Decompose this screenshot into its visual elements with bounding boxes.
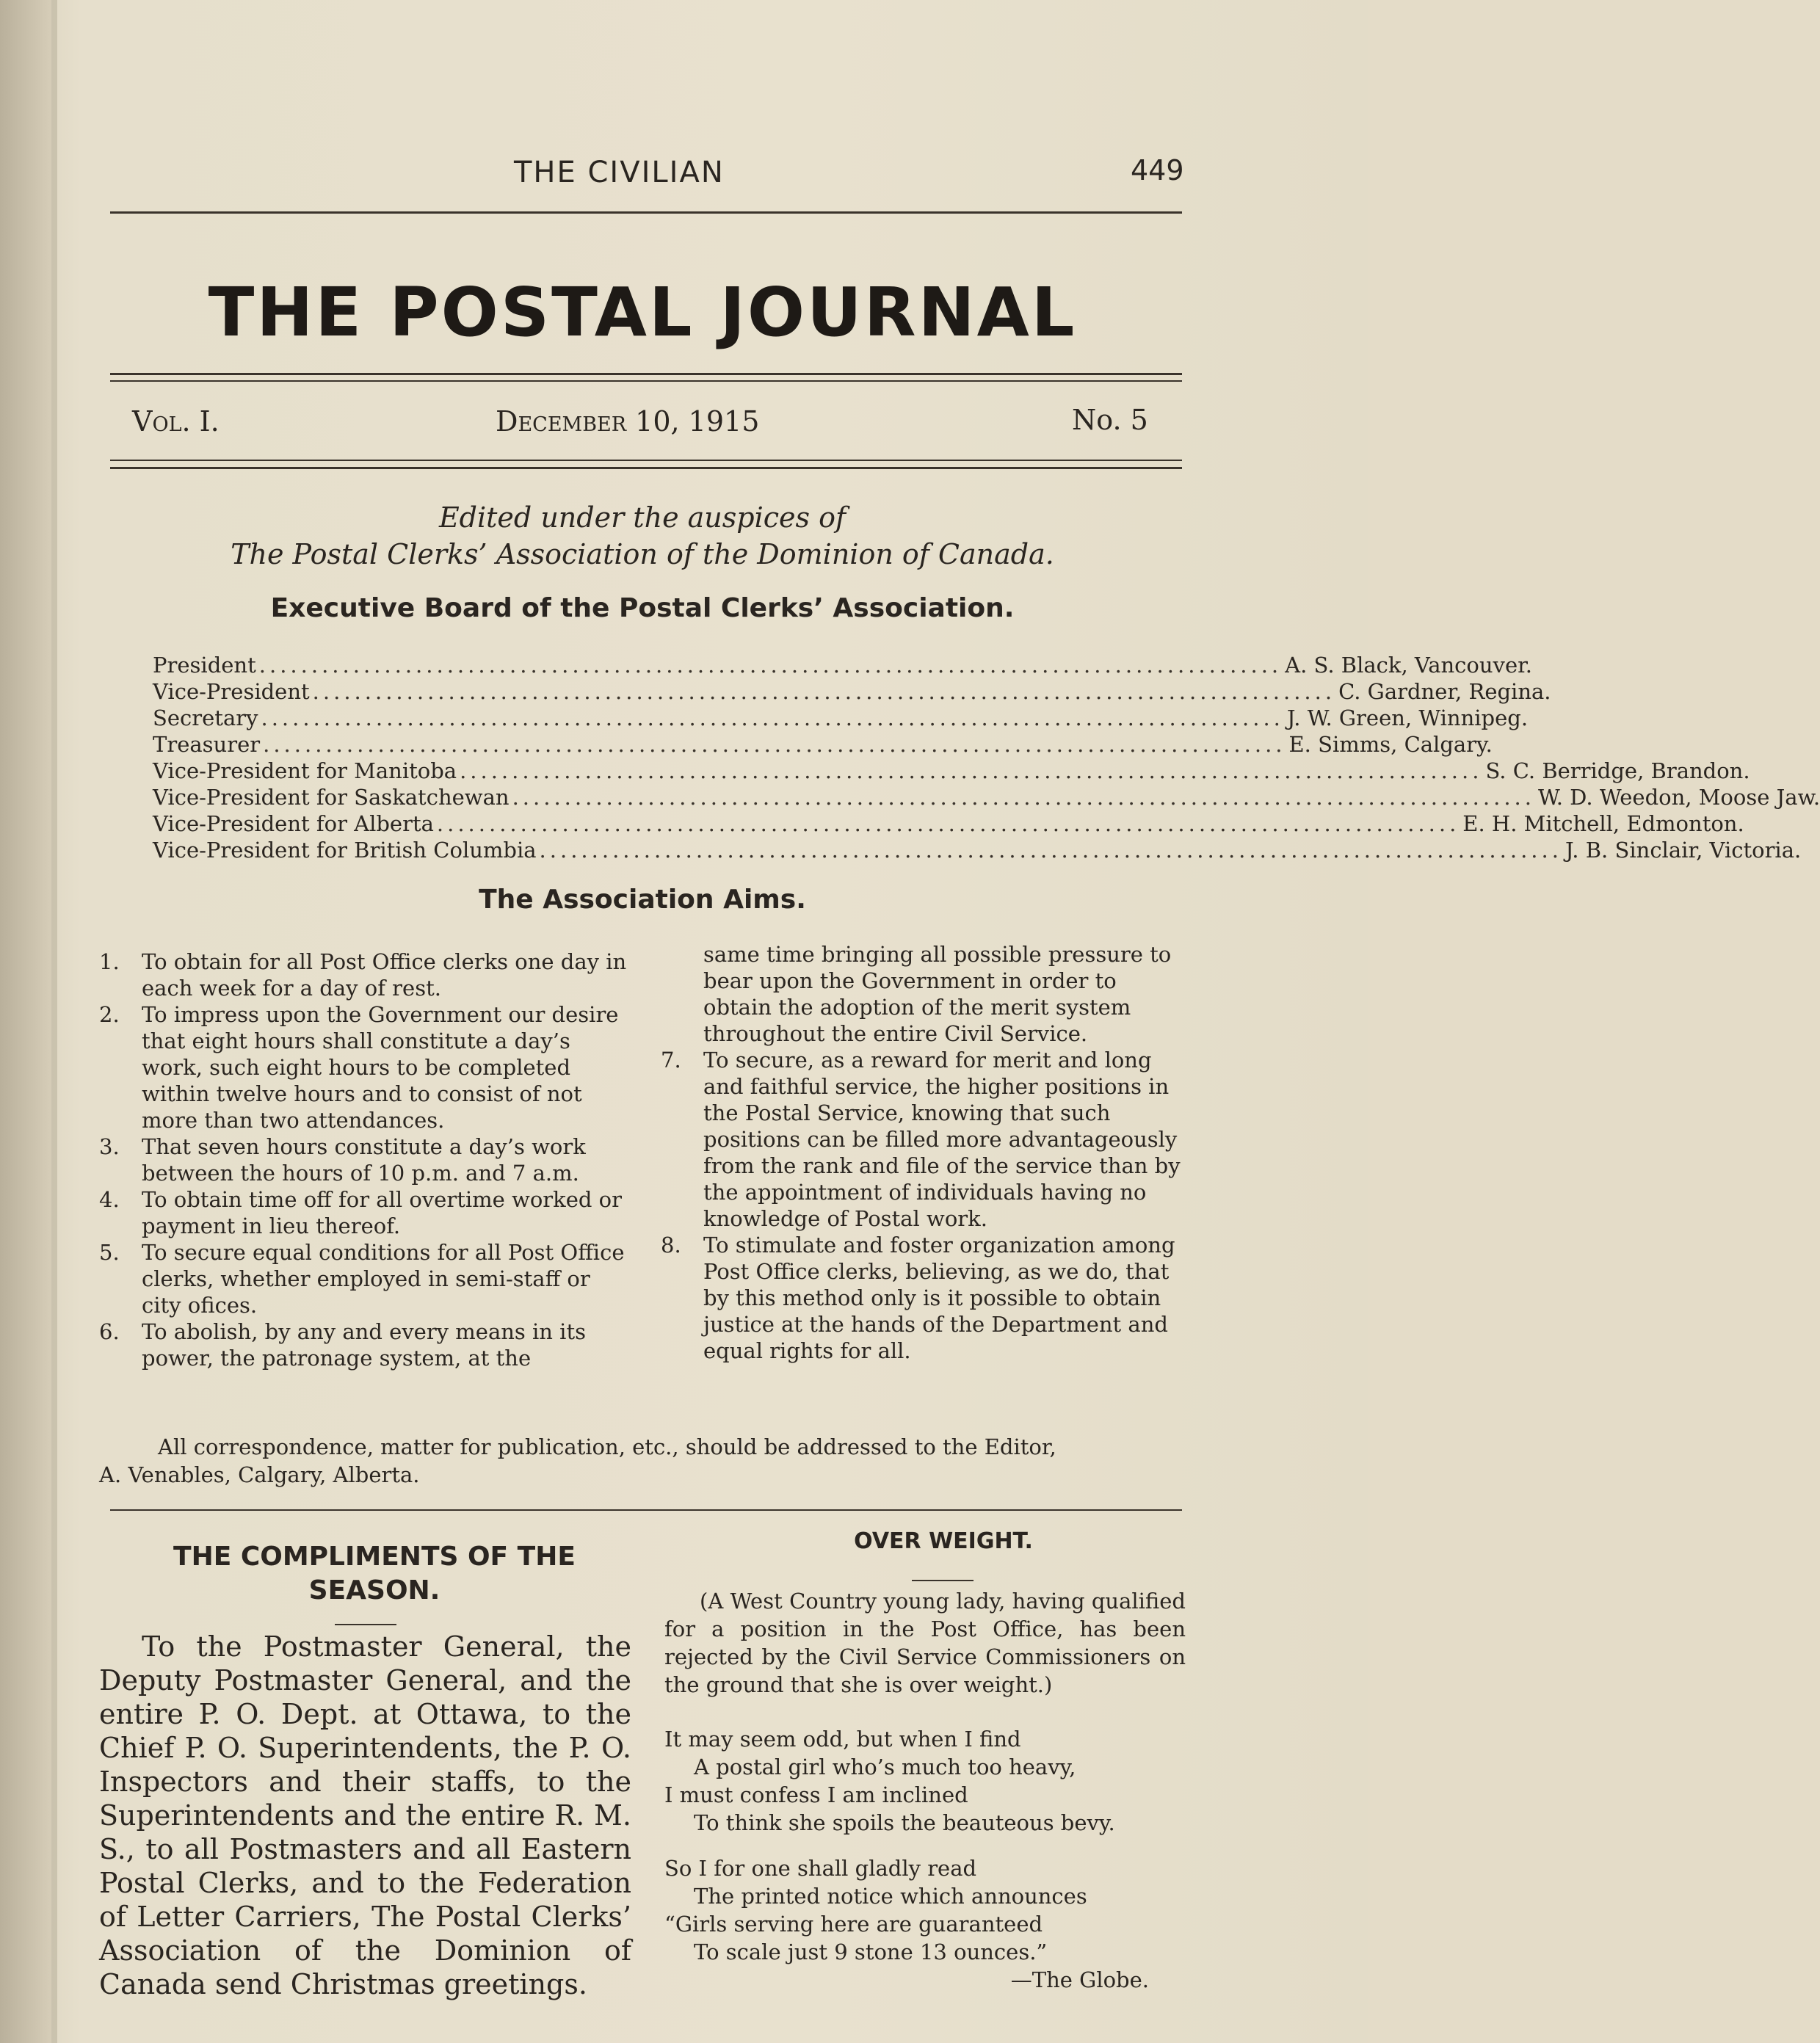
leader-dots: .................................................................................................. bbox=[258, 653, 1283, 678]
masthead-rule-top bbox=[110, 373, 1182, 375]
officer-role: President bbox=[153, 653, 256, 678]
edited-line-1: Edited under the auspices of bbox=[438, 501, 846, 534]
masthead-title: THE POSTAL JOURNAL bbox=[208, 273, 1077, 352]
poem-line: It may seem odd, but when I find bbox=[664, 1727, 1021, 1752]
officer-role: Vice-President bbox=[153, 679, 310, 704]
leader-dots: .................................................................................................. bbox=[539, 838, 1562, 863]
poem-line: To scale just 9 stone 13 ounces.” bbox=[694, 1939, 1048, 1964]
aim-number: 1. bbox=[99, 949, 120, 974]
aim-item bbox=[99, 1133, 628, 1186]
overweight-title: OVER WEIGHT. bbox=[854, 1528, 1033, 1554]
aim-number: 8. bbox=[661, 1233, 681, 1258]
overweight-title-rule bbox=[912, 1580, 974, 1581]
aim-item bbox=[99, 1318, 628, 1371]
aim-item bbox=[99, 1186, 628, 1239]
poem-stanza bbox=[664, 1854, 1193, 1966]
poem-stanza bbox=[664, 1725, 1193, 1837]
book-gutter bbox=[0, 0, 51, 2043]
edited-line-2: The Postal Clerks’ Association of the Dominion of Canada. bbox=[231, 538, 1054, 570]
officer-row bbox=[153, 652, 1532, 678]
compliments-body bbox=[99, 1630, 631, 2001]
officer-role: Vice-President for Alberta bbox=[153, 811, 434, 836]
aim-item bbox=[99, 1001, 628, 1133]
poem-line: A postal girl who’s much too heavy, bbox=[694, 1754, 1076, 1779]
aims-right-column bbox=[661, 941, 1189, 1364]
poem-line: “Girls serving here are guaranteed bbox=[664, 1912, 1043, 1937]
poem-line: The printed notice which announces bbox=[694, 1884, 1087, 1909]
page-number: 449 bbox=[1131, 154, 1184, 186]
aim-item bbox=[661, 1047, 1189, 1232]
header-rule bbox=[110, 211, 1182, 214]
officer-name: J. B. Sinclair, Victoria. bbox=[1565, 838, 1802, 863]
aim-continued-text: same time bringing all possible pressure to bear upon the Government in order to obtain the adoption of the merit system throughout the entire Civil Service. bbox=[703, 942, 1172, 1046]
issue-rule-1 bbox=[110, 460, 1182, 461]
aim-text: To obtain for all Post Office clerks one day in each week for a day of rest. bbox=[142, 949, 627, 1001]
officer-name: E. Simms, Calgary. bbox=[1288, 732, 1493, 757]
officer-row bbox=[153, 731, 1493, 758]
issue-date: December 10, 1915 bbox=[496, 405, 760, 438]
masthead-rule-top-2 bbox=[110, 380, 1182, 382]
officer-role: Treasurer bbox=[153, 732, 261, 757]
officer-role: Secretary bbox=[153, 705, 258, 730]
officer-name: C. Gardner, Regina. bbox=[1338, 679, 1551, 704]
officer-name: J. W. Green, Winnipeg. bbox=[1286, 705, 1529, 730]
officer-name: E. H. Mitchell, Edmonton. bbox=[1462, 811, 1744, 836]
officer-role: Vice-President for British Columbia bbox=[153, 838, 537, 863]
officer-name: S. C. Berridge, Brandon. bbox=[1485, 758, 1750, 783]
running-title: THE CIVILIAN bbox=[514, 156, 725, 189]
aim-item bbox=[99, 948, 628, 1001]
compliments-title-rule bbox=[335, 1624, 396, 1625]
leader-dots: .................................................................................................. bbox=[312, 679, 1336, 704]
compliments-title: THE COMPLIMENTS OF THE SEASON. bbox=[173, 1542, 576, 1605]
aim-text: To secure equal conditions for all Post Office clerks, whether employed in semi-staff or city ofices. bbox=[142, 1240, 625, 1318]
poem-line: So I for one shall gladly read bbox=[664, 1856, 977, 1881]
officer-role: Vice-President for Manitoba bbox=[153, 758, 457, 783]
executive-board-title: Executive Board of the Postal Clerks’ Association. bbox=[270, 593, 1015, 623]
aims-title: The Association Aims. bbox=[479, 885, 806, 915]
aim-item bbox=[661, 1232, 1189, 1364]
aim-number: 4. bbox=[99, 1187, 120, 1212]
aim-number: 2. bbox=[99, 1002, 120, 1027]
officer-row bbox=[153, 758, 1750, 784]
aim-number: 5. bbox=[99, 1240, 120, 1265]
aim-text: To secure, as a reward for merit and long and faithful service, the higher positions in the Postal Service, knowing that such positions can be filled more advantageously from the rank and file of the service than by the appointment of individuals having no knowledge of Postal work. bbox=[703, 1048, 1181, 1231]
officer-name: W. D. Weedon, Moose Jaw. bbox=[1537, 785, 1820, 810]
aim-number: 3. bbox=[99, 1134, 120, 1159]
overweight-intro-text: (A West Country young lady, having qualified for a position in the Post Office, has been rejected by the Civil Service Commissioners on the ground that she is over weight.) bbox=[664, 1589, 1186, 1697]
edited-by bbox=[147, 499, 1138, 573]
leader-dots: .................................................................................................. bbox=[460, 758, 1483, 783]
poem-attribution: —The Globe. bbox=[1010, 1967, 1149, 1992]
poem-line: To think she spoils the beauteous bevy. bbox=[694, 1810, 1115, 1835]
officer-row bbox=[153, 810, 1744, 837]
officer-row bbox=[153, 705, 1529, 731]
overweight-intro bbox=[664, 1587, 1186, 1699]
aim-text: To obtain time off for all overtime worked or payment in lieu thereof. bbox=[142, 1187, 622, 1238]
aim-number: 7. bbox=[661, 1048, 681, 1073]
leader-dots: .................................................................................................. bbox=[512, 785, 1535, 810]
section-rule bbox=[110, 1509, 1182, 1511]
officer-name: A. S. Black, Vancouver. bbox=[1285, 653, 1532, 678]
leader-dots: .................................................................................................. bbox=[436, 811, 1460, 836]
poem-line: I must confess I am inclined bbox=[664, 1782, 968, 1807]
officer-row bbox=[153, 837, 1802, 863]
aim-text: To abolish, by any and every means in its power, the patronage system, at the bbox=[142, 1319, 586, 1371]
aim-text: To stimulate and foster organization among Post Office clerks, believing, as we do, that by this method only is it possible to obtain justice at the hands of the Department and equal rights for all. bbox=[703, 1233, 1175, 1363]
correspondence-note bbox=[99, 1433, 1200, 1489]
volume: Vol. I. bbox=[132, 405, 220, 438]
aim-text: That seven hours constitute a day’s work between the hours of 10 p.m. and 7 a.m. bbox=[142, 1134, 586, 1186]
compliments-paragraph: To the Postmaster General, the Deputy Postmaster General, and the entire P. O. Dept. at Ottawa, to the Chief P. O. Superintendents, the P. O. Inspectors and their staffs, to the Superintendents and the entire R. M. S., to all Postmasters and all Eastern Postal Clerks, and to the Federation of Letter Carriers, The Postal Clerks’ Association of the Dominion of Canada send Christmas greetings. bbox=[99, 1630, 631, 2000]
issue-rule-2 bbox=[110, 467, 1182, 469]
aims-left-column bbox=[99, 948, 628, 1371]
leader-dots: .................................................................................................. bbox=[263, 732, 1286, 757]
aim-item bbox=[99, 1239, 628, 1318]
overweight-poem bbox=[664, 1725, 1193, 1994]
aim-number: 6. bbox=[99, 1319, 120, 1344]
correspondence-line-2: A. Venables, Calgary, Alberta. bbox=[99, 1462, 420, 1487]
issue-number: No. 5 bbox=[1072, 404, 1148, 436]
aim-text: To impress upon the Government our desire that eight hours shall constitute a day’s work, such eight hours to be completed within twelve hours and to consist of not more than two attendances. bbox=[142, 1002, 619, 1133]
officer-row bbox=[153, 784, 1820, 810]
correspondence-line-1: All correspondence, matter for publication, etc., should be addressed to the Editor, bbox=[158, 1434, 1056, 1459]
leader-dots: .................................................................................................. bbox=[261, 705, 1284, 730]
binding-edge bbox=[51, 0, 57, 2043]
officer-list bbox=[153, 652, 1820, 863]
officer-row bbox=[153, 678, 1551, 705]
officer-role: Vice-President for Saskatchewan bbox=[153, 785, 510, 810]
